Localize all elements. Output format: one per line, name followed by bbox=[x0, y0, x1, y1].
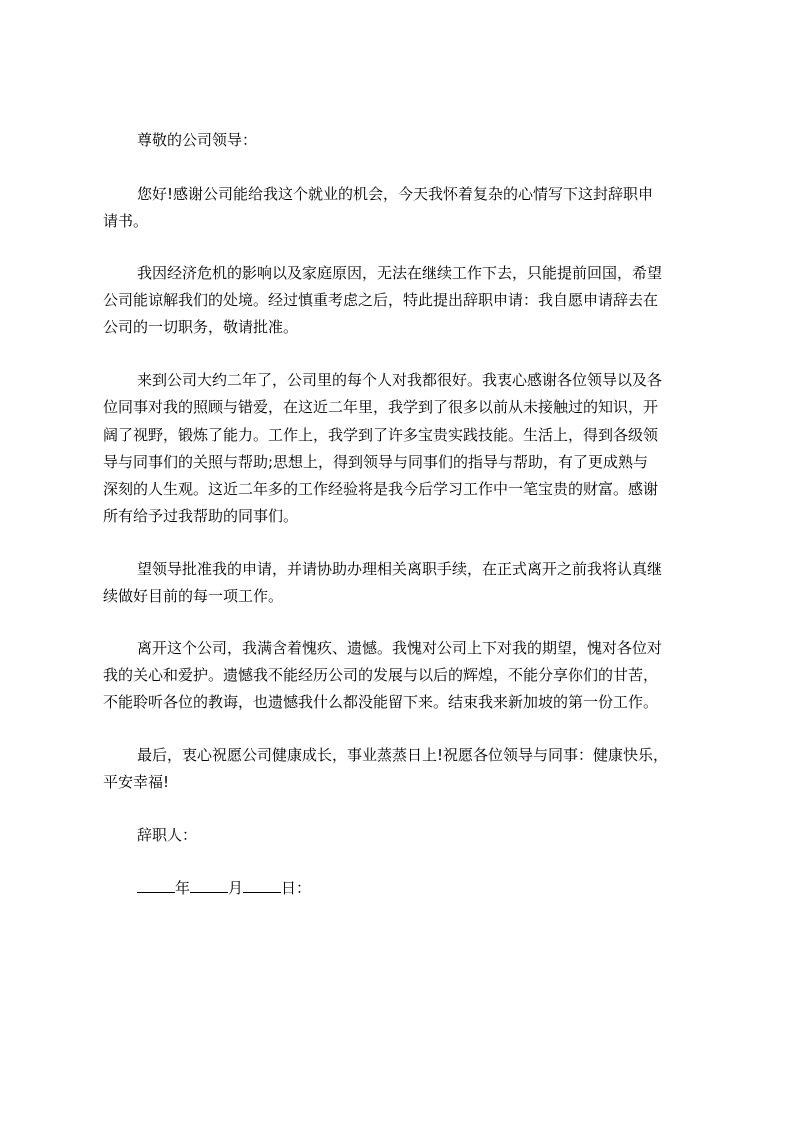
paragraph-3-line-4: 导与同事们的关照与帮助;思想上，得到领导与同事们的指导与帮助，有了更成熟与 bbox=[103, 453, 649, 471]
paragraph-3-line-6: 所有给予过我帮助的同事们。 bbox=[103, 507, 299, 525]
paragraph-3-line-5: 深刻的人生观。这近二年多的工作经验将是我今后学习工作中一笔宝贵的财富。感谢 bbox=[103, 480, 659, 498]
paragraph-6-line-2: 平安幸福! bbox=[103, 773, 170, 791]
paragraph-1-line-2: 请书。 bbox=[103, 212, 149, 230]
day-label: 日： bbox=[281, 879, 312, 897]
paragraph-2-line-2: 公司能谅解我们的处境。经过慎重考虑之后，特此提出辞职申请：我自愿申请辞去在 bbox=[103, 291, 659, 309]
paragraph-2-line-1: 我因经济危机的影响以及家庭原因，无法在继续工作下去，只能提前回国，希望 bbox=[137, 264, 663, 282]
date-line bbox=[137, 878, 737, 898]
paragraph-5-line-2: 我的关心和爱护。遗憾我不能经历公司的发展与以后的辉煌，不能分享你们的甘苦， bbox=[103, 666, 659, 684]
paragraph-4-line-2: 续做好目前的每一项工作。 bbox=[103, 587, 284, 605]
paragraph-2-line-3: 公司的一切职务，敬请批准。 bbox=[103, 318, 299, 336]
month-blank[interactable] bbox=[190, 878, 228, 893]
paragraph-3-line-3: 阔了视野，锻炼了能力。工作上，我学到了许多宝贵实践技能。生活上，得到各级领 bbox=[103, 426, 659, 444]
paragraph-3-line-1: 来到公司大约二年了，公司里的每个人对我都很好。我衷心感谢各位领导以及各 bbox=[137, 371, 663, 389]
paragraph-5-line-1: 离开这个公司，我满含着愧疚、遗憾。我愧对公司上下对我的期望，愧对各位对 bbox=[137, 639, 663, 657]
paragraph-5-line-3: 不能聆听各位的教诲，也遗憾我什么都没能留下来。结束我来新加坡的第一份工作。 bbox=[103, 693, 659, 711]
signature-label: 辞职人： bbox=[137, 826, 198, 844]
year-blank[interactable] bbox=[137, 878, 175, 893]
year-label: 年 bbox=[175, 879, 191, 897]
salutation: 尊敬的公司领导： bbox=[137, 131, 258, 149]
paragraph-3-line-2: 位同事对我的照顾与错爱，在这近二年里，我学到了很多以前从未接触过的知识，开 bbox=[103, 398, 659, 416]
paragraph-1-line-1: 您好!感谢公司能给我这个就业的机会，今天我怀着复杂的心情写下这封辞职申 bbox=[137, 185, 654, 203]
day-blank[interactable] bbox=[243, 878, 281, 893]
paragraph-6-line-1: 最后，衷心祝愿公司健康成长，事业蒸蒸日上!祝愿各位领导与同事：健康快乐， bbox=[137, 746, 669, 764]
month-label: 月 bbox=[228, 879, 244, 897]
paragraph-4-line-1: 望领导批准我的申请，并请协助办理相关离职手续，在正式离开之前我将认真继 bbox=[137, 560, 663, 578]
